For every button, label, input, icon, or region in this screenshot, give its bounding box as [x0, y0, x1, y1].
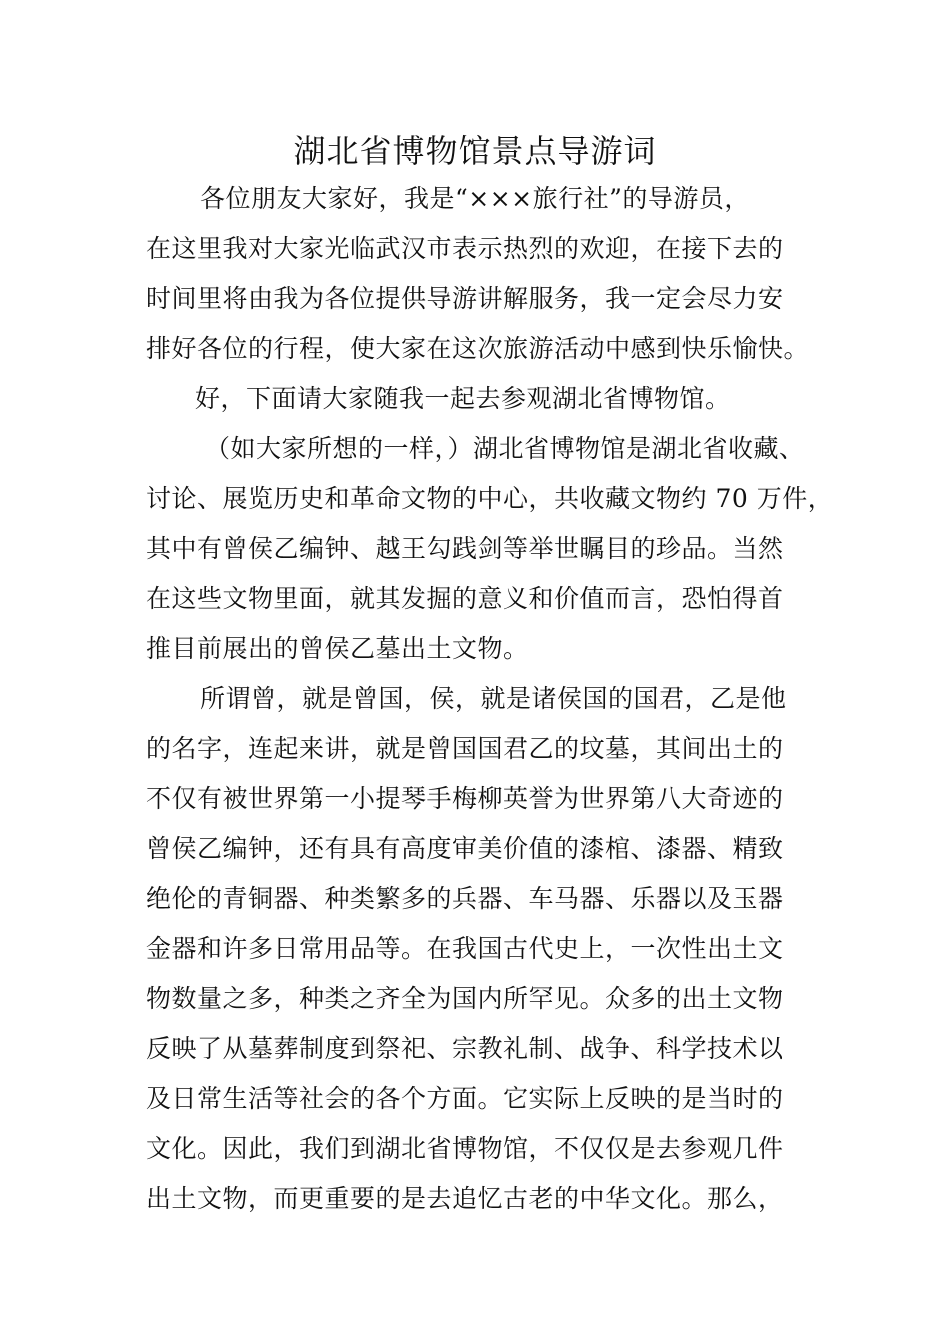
document-title: 湖北省博物馆景点导游词 [293, 132, 657, 170]
paragraph-line: 在这些文物里面，就其发掘的意义和价值而言，恐怕得首 [146, 584, 784, 613]
paragraph-line: 及日常生活等社会的各个方面。它实际上反映的是当时的 [146, 1084, 784, 1113]
paragraph-line: 好，下面请大家随我一起去参观湖北省博物馆。 [195, 384, 731, 413]
paragraph-line: 在这里我对大家光临武汉市表示热烈的欢迎，在接下去的 [146, 234, 784, 263]
paragraph-line: 曾侯乙编钟，还有具有高度审美价值的漆棺、漆器、精致 [146, 834, 784, 863]
paragraph-line: 绝伦的青铜器、种类繁多的兵器、车马器、乐器以及玉器 [146, 884, 784, 913]
paragraph-line: 时间里将由我为各位提供导游讲解服务，我一定会尽力安 [146, 284, 784, 313]
paragraph-line: 其中有曾侯乙编钟、越王勾践剑等举世瞩目的珍品。当然 [146, 534, 784, 563]
paragraph-line: 各位朋友大家好，我是“×××旅行社”的导游员， [200, 184, 750, 213]
paragraph-line: 金器和许多日常用品等。在我国古代史上，一次性出土文 [146, 934, 784, 963]
paragraph-line: 讨论、展览历史和革命文物的中心，共收藏文物约 70 万件， [146, 484, 834, 513]
paragraph-line: 排好各位的行程，使大家在这次旅游活动中感到快乐愉快。 [146, 334, 810, 363]
paragraph-line: 反映了从墓葬制度到祭祀、宗教礼制、战争、科学技术以 [146, 1034, 784, 1063]
paragraph-line: 不仅有被世界第一小提琴手梅柳英誉为世界第八大奇迹的 [146, 784, 784, 813]
paragraph-line: 物数量之多，种类之齐全为国内所罕见。众多的出土文物 [146, 984, 784, 1013]
paragraph-line: 文化。因此，我们到湖北省博物馆，不仅仅是去参观几件 [146, 1134, 784, 1163]
paragraph-line: 出土文物，而更重要的是去追忆古老的中华文化。那么， [146, 1184, 784, 1213]
paragraph-line: （如大家所想的一样，）湖北省博物馆是湖北省收藏、 [205, 434, 805, 463]
paragraph-line: 推目前展出的曾侯乙墓出土文物。 [146, 634, 529, 663]
paragraph-line: 的名字，连起来讲，就是曾国国君乙的坟墓，其间出土的 [146, 734, 784, 763]
paragraph-line: 所谓曾，就是曾国，侯，就是诸侯国的国君，乙是他 [200, 684, 787, 713]
